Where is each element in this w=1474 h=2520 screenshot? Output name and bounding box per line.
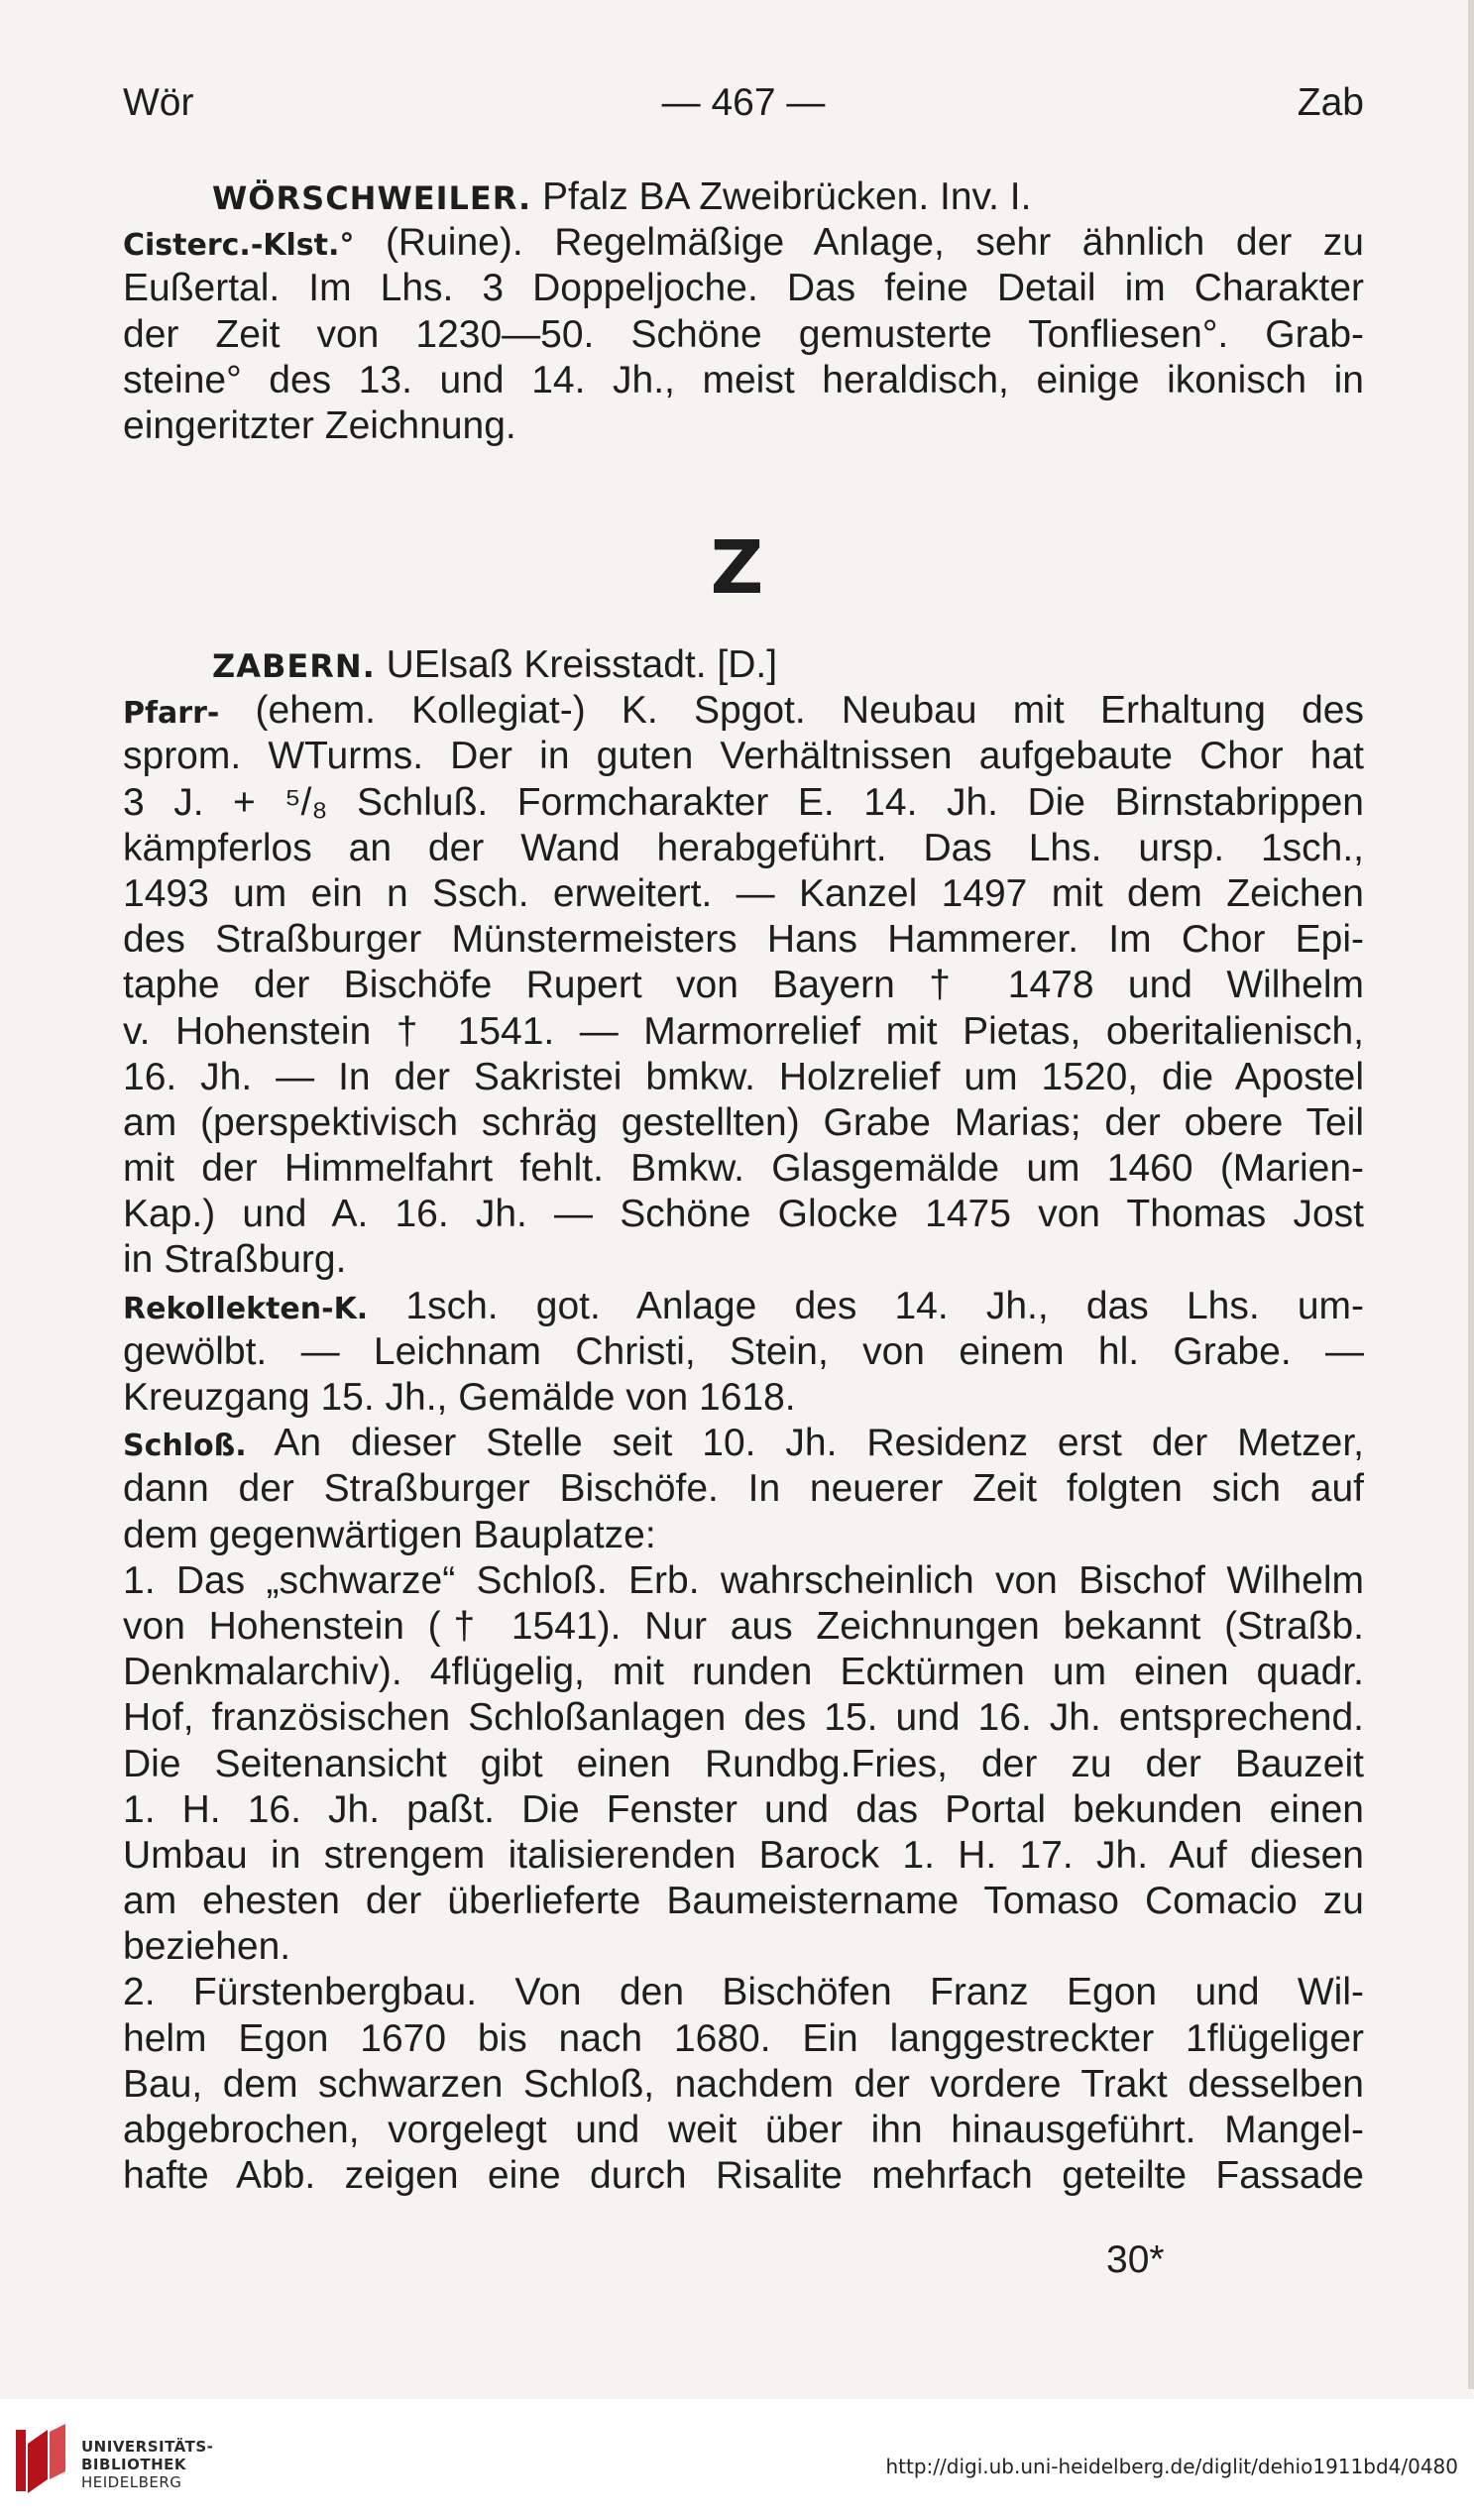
header-right-catchword: Zab: [1297, 81, 1364, 124]
entry-line: 2. Fürstenbergbau. Von den Bischöfen Franz Egon und Wil-: [123, 1971, 1364, 2014]
entry-zabern: [123, 642, 1364, 2199]
entry-line: abgebrochen, vorgelegt und weit über ihn hinausgeführt. Mangel-: [123, 2109, 1364, 2151]
entry-line: Kap.) und A. 16. Jh. — Schöne Glocke 1475 von Thomas Jost: [123, 1193, 1364, 1236]
entry-line: mit der Himmelfahrt fehlt. Bmkw. Glasgemälde um 1460 (Marien-: [123, 1147, 1364, 1191]
entry-line: gewölbt. — Leichnam Christi, Stein, von einem hl. Grabe. —: [123, 1329, 1364, 1373]
entry-line: ZABERN. UElsaß Kreisstadt. [D.]: [212, 643, 778, 686]
university-logo-icon: [14, 2424, 71, 2499]
entry-line: der Zeit von 1230—50. Schöne gemusterte Tonfliesen°. Grab-: [123, 312, 1364, 356]
entry-line: beziehen.: [123, 1925, 291, 1969]
running-header: [123, 81, 1364, 131]
entry-line: dann der Straßburger Bischöfe. In neuerer Zeit folgten sich auf: [123, 1467, 1364, 1511]
entry-woerschweiler: [123, 174, 1364, 449]
entry-line: Schloß. An dieser Stelle seit 10. Jh. Residenz erst der Metzer,: [123, 1422, 1364, 1465]
entry-line: Eußertal. Im Lhs. 3 Doppeljoche. Das feine Detail im Charakter: [123, 267, 1364, 310]
institution-name: UNIVERSITÄTS- BIBLIOTHEK HEIDELBERG: [81, 2438, 214, 2491]
entry-line: 1493 um ein n Ssch. erweitert. — Kanzel 1497 mit dem Zeichen: [123, 871, 1364, 915]
entry-line: eingeritzter Zeichnung.: [123, 403, 516, 447]
entry-heading: WÖRSCHWEILER.: [212, 179, 532, 217]
header-page-number: — 467 —: [661, 81, 826, 124]
entry-line: in Straßburg.: [123, 1238, 347, 1282]
header-left-catchword: Wör: [123, 81, 194, 124]
entry-subheading: Schloß.: [123, 1429, 247, 1464]
entry-line: Hof, französischen Schloßanlagen des 15. und 16. Jh. entsprechend.: [123, 1696, 1364, 1740]
entry-line: 3 J. + ⁵/₈ Schluß. Formcharakter E. 14. Jh. Die Birnstabrippen: [123, 780, 1364, 824]
entry-line: Cisterc.-Klst.° (Ruine). Regelmäßige Anlage, sehr ähnlich der zu: [123, 221, 1364, 265]
entry-line: v. Hohenstein † 1541. — Marmorrelief mit Pietas, oberitalienisch,: [123, 1009, 1364, 1053]
entry-line: Kreuzgang 15. Jh., Gemälde von 1618.: [123, 1376, 796, 1419]
entry-line: 1. Das „schwarze“ Schloß. Erb. wahrscheinlich von Bischof Wilhelm: [123, 1558, 1364, 1602]
entry-line: von Hohenstein († 1541). Nur aus Zeichnungen bekannt (Straßb.: [123, 1604, 1364, 1648]
entry-line: steine° des 13. und 14. Jh., meist heraldisch, einige ikonisch in: [123, 358, 1364, 401]
source-url-link[interactable]: http://digi.ub.uni-heidelberg.de/diglit/dehio1911bd4/0480: [885, 2455, 1458, 2478]
entry-line: des Straßburger Münstermeisters Hans Hammerer. Im Chor Epi-: [123, 918, 1364, 962]
section-letter: Z: [710, 525, 764, 611]
entry-subheading: Rekollekten-K.: [123, 1291, 369, 1326]
entry-subheading: Cisterc.-Klst.°: [123, 228, 355, 264]
signature-mark: 30*: [1106, 2238, 1165, 2281]
entry-line: Umbau in strengem italisierenden Barock 1. H. 17. Jh. Auf diesen: [123, 1833, 1364, 1877]
entry-line: 1. H. 16. Jh. paßt. Die Fenster und das Portal bekunden einen: [123, 1787, 1364, 1831]
entry-line: Rekollekten-K. 1sch. got. Anlage des 14. Jh., das Lhs. um-: [123, 1284, 1364, 1327]
entry-line: Bau, dem schwarzen Schloß, nachdem der vordere Trakt desselben: [123, 2062, 1364, 2106]
page-edge-shadow: [1468, 0, 1474, 2389]
entry-line: WÖRSCHWEILER. Pfalz BA Zweibrücken. Inv. I.: [212, 175, 1032, 218]
entry-line: taphe der Bischöfe Rupert von Bayern † 1478 und Wilhelm: [123, 964, 1364, 1007]
entry-line: am ehesten der überlieferte Baumeistername Tomaso Comacio zu: [123, 1880, 1364, 1923]
entry-line: Die Seitenansicht gibt einen Rundbg.Fries, der zu der Bauzeit: [123, 1742, 1364, 1785]
entry-heading: ZABERN.: [212, 647, 376, 685]
entry-line: Pfarr- (ehem. Kollegiat-) K. Spgot. Neubau mit Erhaltung des: [123, 689, 1364, 733]
entry-subheading: Pfarr-: [123, 696, 220, 732]
entry-line: kämpferlos an der Wand herabgeführt. Das Lhs. ursp. 1sch.,: [123, 826, 1364, 869]
entry-line: dem gegenwärtigen Bauplatze:: [123, 1513, 656, 1556]
entry-line: 16. Jh. — In der Sakristei bmkw. Holzrelief um 1520, die Apostel: [123, 1055, 1364, 1098]
entry-line: sprom. WTurms. Der in guten Verhältnissen aufgebaute Chor hat: [123, 735, 1364, 778]
entry-line: Denkmalarchiv). 4flügelig, mit runden Ecktürmen um einen quadr.: [123, 1651, 1364, 1694]
entry-line: hafte Abb. zeigen eine durch Risalite mehrfach geteilte Fassade: [123, 2154, 1364, 2198]
entry-line: helm Egon 1670 bis nach 1680. Ein langgestreckter 1flügeliger: [123, 2016, 1364, 2060]
entry-line: am (perspektivisch schräg gestellten) Grabe Marias; der obere Teil: [123, 1100, 1364, 1144]
